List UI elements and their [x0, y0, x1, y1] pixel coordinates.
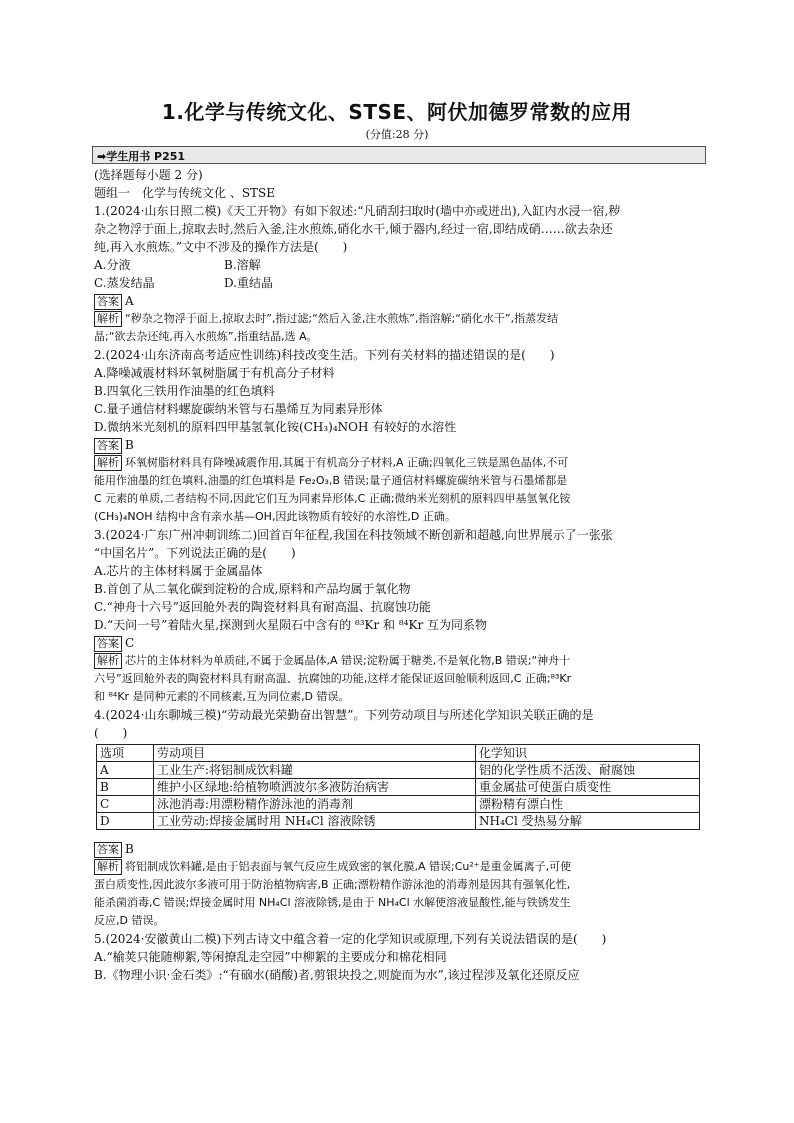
- table-cell: C: [97, 796, 154, 813]
- q1-stem-line: 1.(2024·山东日照二模)《天工开物》有如下叙述:“凡硝刮扫取时(墙中亦或迸出),入缸内水浸一宿,秽: [94, 204, 621, 218]
- answer-tag: 答案: [94, 636, 122, 652]
- table-header-cell: 选项: [97, 745, 154, 762]
- q1-stem-line: 纯,再入水煎炼。”文中不涉及的操作方法是( ): [94, 240, 348, 254]
- q1-answer: [94, 292, 702, 310]
- table-header-cell: 劳动项目: [154, 745, 476, 762]
- table-cell: 漂粉精有漂白性: [476, 796, 700, 813]
- table-cell: A: [97, 762, 154, 779]
- answer-tag: 答案: [94, 842, 122, 858]
- q1-option-d: D.重结晶: [224, 276, 274, 290]
- q2-analysis-text: 环氧树脂材料具有降噪减震作用,其属于有机高分子材料,A 正确;四氧化三铁是黑色晶体,不可: [125, 456, 569, 469]
- q2-answer-value: B: [125, 438, 134, 452]
- table-cell: 重金属盐可使蛋白质变性: [476, 779, 700, 796]
- q5-option-b: B.《物理小识·金石类》:“有硇水(硝酸)者,剪银块投之,则旋而为水”,该过程涉及氧化还原反应: [94, 968, 580, 982]
- q3-stem-line: “中国名片”。下列说法正确的是( ): [94, 546, 296, 560]
- q4-analysis-line: [94, 858, 702, 876]
- q2-option-c: C.量子通信材料螺旋碳纳米管与石墨烯互为同素异形体: [94, 402, 383, 416]
- page-title: 1.化学与传统文化、STSE、阿伏加德罗常数的应用: [161, 100, 633, 124]
- analysis-tag: 解析: [94, 653, 122, 669]
- q2-stem: 2.(2024·山东济南高考适应性训练)科技改变生活。下列有关材料的描述错误的是( ): [94, 348, 555, 362]
- table-cell: B: [97, 779, 154, 796]
- q3-analysis-line: [94, 652, 702, 670]
- table-cell: NH₄Cl 受热易分解: [476, 813, 700, 830]
- table-row: [97, 762, 700, 779]
- q2-analysis-line: C 元素的单质,二者结构不同,因此它们互为同素异形体,C 正确;微纳米光刻机的原料四甲基氢氧化铵: [94, 492, 571, 505]
- q2-option-b: B.四氧化三铁用作油墨的红色填料: [94, 384, 275, 398]
- q1-option-b: B.溶解: [224, 258, 261, 272]
- table-cell: 工业劳动:焊接金属时用 NH₄Cl 溶液除锈: [154, 813, 476, 830]
- q4-answer-value: B: [125, 842, 134, 856]
- content: [94, 166, 702, 984]
- q1-options-row: [94, 256, 702, 274]
- question-2: [94, 346, 702, 526]
- q3-stem-line: 3.(2024·广东广州冲刺训练二)回首百年征程,我国在科技领域不断创新和超越,向世界展示了一张张: [94, 528, 613, 542]
- score-note: (分值:28 分): [365, 128, 429, 141]
- table-cell: 泳池消毒:用漂粉精作游泳池的消毒剂: [154, 796, 476, 813]
- q3-analysis-text: 芯片的主体材料为单质硅,不属于金属晶体,A 错误;淀粉属于糖类,不是氧化物,B 错误;“神舟十: [125, 654, 571, 667]
- q1-analysis-line: 晶;“欲去杂还纯,再入水煎炼”,指重结晶,选 A。: [94, 330, 318, 343]
- analysis-tag: 解析: [94, 311, 122, 327]
- table-header-row: [97, 745, 700, 762]
- q3-analysis-line: 和 ⁸⁴Kr 是同种元素的不同核素,互为同位素,D 错误。: [94, 690, 350, 703]
- q4-analysis-line: 能杀菌消毒,C 错误;焊接金属时用 NH₄Cl 溶液除锈,是由于 NH₄Cl 水解使溶液显酸性,能与铁锈发生: [94, 896, 571, 909]
- table-row: [97, 779, 700, 796]
- q4-analysis-text: 将铝制成饮料罐,是由于铝表面与氧气反应生成致密的氧化膜,A 错误;Cu²⁺是重金属离子,可使: [125, 860, 572, 873]
- note: (选择题每小题 2 分): [94, 168, 203, 182]
- q4-stem-line: ( ): [94, 726, 128, 740]
- table-cell: 维护小区绿地:给植物喷洒波尔多液防治病害: [154, 779, 476, 796]
- question-5: [94, 930, 702, 984]
- table-row: [97, 796, 700, 813]
- table-cell: 工业生产:将铝制成饮料罐: [154, 762, 476, 779]
- q4-table: [96, 744, 700, 830]
- q3-answer-value: C: [125, 636, 135, 650]
- table-cell: 铝的化学性质不活泼、耐腐蚀: [476, 762, 700, 779]
- q1-answer-value: A: [125, 294, 134, 308]
- analysis-tag: 解析: [94, 455, 122, 471]
- q3-option-d: D.“天问一号”着陆火星,探测到火星陨石中含有的 ⁸³Kr 和 ⁸⁴Kr 互为同系物: [94, 618, 487, 632]
- q4-stem-line: 4.(2024·山东聊城三模)“劳动最光荣勤奋出智慧”。下列劳动项目与所述化学知识关联正确的是: [94, 708, 594, 722]
- q2-analysis-line: (CH₃)₄NOH 结构中含有亲水基—OH,因此该物质有较好的水溶性,D 正确。: [94, 510, 456, 523]
- answer-tag: 答案: [94, 438, 122, 454]
- group-heading: 题组一 化学与传统文化 、STSE: [94, 186, 276, 200]
- q4-analysis-line: 蛋白质变性,因此波尔多液可用于防治植物病害,B 正确;漂粉精作游泳池的消毒剂是因其有强氧化性,: [94, 878, 571, 891]
- q5-stem: 5.(2024·安徽黄山二模)下列古诗文中蕴含着一定的化学知识或原理,下列有关说法错误的是( ): [94, 932, 607, 946]
- table-header-cell: 化学知识: [476, 745, 700, 762]
- q1-options-row: [94, 274, 702, 292]
- q1-stem-line: 杂之物浮于面上,掠取去时,然后入釜,注水煎炼,硝化水干,倾于器内,经过一宿,即结成硝……欲去杂还: [94, 222, 613, 236]
- question-1: [94, 202, 702, 346]
- q2-analysis-line: [94, 454, 702, 472]
- q1-option-a: A.分液: [94, 258, 131, 272]
- q3-option-a: A.芯片的主体材料属于金属晶体: [94, 564, 263, 578]
- q1-option-c: C.蒸发结晶: [94, 276, 155, 290]
- q3-analysis-line: 六号”返回舱外表的陶瓷材料具有耐高温、抗腐蚀的功能,这样才能保证返回舱顺利返回,C 正确;⁸³Kr: [94, 672, 572, 685]
- table-row: [97, 813, 700, 830]
- table-cell: D: [97, 813, 154, 830]
- q4-analysis-line: 反应,D 错误。: [94, 914, 165, 927]
- q5-option-a: A.“榆荚只能随柳絮,等闲撩乱走空园”中柳絮的主要成分和棉花相同: [94, 950, 447, 964]
- analysis-tag: 解析: [94, 859, 122, 875]
- student-book-banner: [92, 146, 706, 164]
- question-4: [94, 706, 702, 930]
- q3-option-b: B.首创了从二氧化碳到淀粉的合成,原料和产品均属于氧化物: [94, 582, 411, 596]
- question-3: [94, 526, 702, 706]
- banner-text: ➡学生用书 P251: [97, 150, 186, 163]
- q2-answer: [94, 436, 702, 454]
- answer-tag: 答案: [94, 294, 122, 310]
- q1-analysis-text: “秽杂之物浮于面上,掠取去时”,指过滤;“然后入釜,注水煎炼”,指溶解;“硝化水干”,指蒸发结: [125, 312, 559, 325]
- q3-answer: [94, 634, 702, 652]
- q2-option-a: A.降噪减震材料环氧树脂属于有机高分子材料: [94, 366, 335, 380]
- q3-option-c: C.“神舟十六号”返回舱外表的陶瓷材料具有耐高温、抗腐蚀功能: [94, 600, 431, 614]
- q4-answer: [94, 840, 702, 858]
- q2-analysis-line: 能用作油墨的红色填料,油墨的红色填料是 Fe₂O₃,B 错误;量子通信材料螺旋碳纳米管与石墨烯都是: [94, 474, 568, 487]
- q1-analysis-line: [94, 310, 702, 328]
- q2-option-d: D.微纳米光刻机的原料四甲基氢氧化铵(CH₃)₄NOH 有较好的水溶性: [94, 420, 457, 434]
